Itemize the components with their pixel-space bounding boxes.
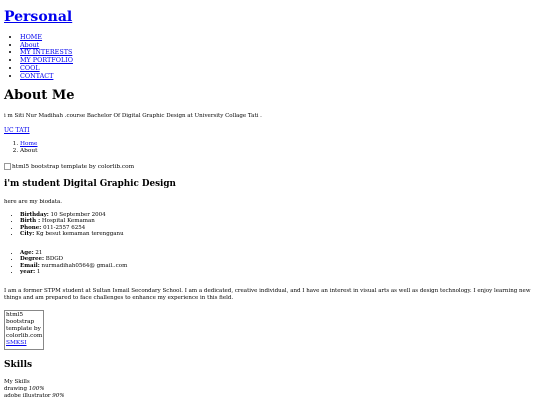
- smksi-figure: [4, 310, 44, 350]
- uc-tati-link[interactable]: UC TATI: [4, 127, 30, 134]
- skill-name: adobe illustrator: [4, 393, 51, 399]
- biodata-value: nurmadihah0564@ gmail..com: [39, 262, 128, 269]
- skill-row: [4, 386, 65, 393]
- about-intro: i m Siti Nur Madihah .course Bachelor Of Digital Graphic Design at University Collage Tati .: [4, 113, 262, 119]
- biodata-label: year:: [20, 268, 36, 275]
- biodata-value: Kg besut kemaman terengganu: [34, 230, 124, 237]
- biodata-item: [20, 231, 124, 237]
- skill-name: drawing: [4, 386, 27, 392]
- breadcrumb-home-link[interactable]: Home: [20, 141, 38, 147]
- main-nav: [4, 34, 73, 80]
- skill-percent: 90%: [52, 393, 65, 399]
- smksi-link[interactable]: SMKSI: [6, 340, 27, 346]
- biodata-item: [20, 269, 127, 275]
- skill-row: [4, 393, 65, 400]
- biodata-value: 011-2557 6254: [41, 224, 86, 231]
- nav-link-portfolio[interactable]: MY PORTFOLIO: [20, 56, 73, 65]
- biodata-label: Birth :: [20, 218, 41, 225]
- nav-link-home[interactable]: HOME: [20, 33, 43, 41]
- skills-subtitle: My Skills: [4, 379, 30, 385]
- skill-percent: 100%: [28, 386, 45, 392]
- biodata-label: Birthday:: [20, 212, 49, 218]
- about-heading: About Me: [4, 88, 75, 103]
- hero-image-alt: html5 bootstrap template by colorlib.com: [12, 164, 135, 170]
- biodata-value: 1: [35, 268, 41, 275]
- biodata-lead: here are my biodata.: [4, 199, 63, 205]
- site-title-link[interactable]: Personal: [4, 9, 73, 25]
- skills-heading: Skills: [4, 360, 33, 370]
- biodata-label: City:: [20, 230, 35, 237]
- nav-link-interests[interactable]: MY INTERESTS: [20, 48, 73, 57]
- nav-link-contact[interactable]: CONTACT: [20, 71, 54, 80]
- site-title: [4, 8, 72, 26]
- biodata-value: BDGD: [44, 256, 64, 263]
- nav-link-about[interactable]: About: [20, 40, 40, 49]
- breadcrumb: [4, 141, 37, 155]
- biodata-list-1: [4, 212, 124, 237]
- biodata-value: Hospital Kemaman: [40, 218, 95, 225]
- nav-link-cool[interactable]: COOL: [20, 63, 40, 72]
- breadcrumb-item-home: [20, 141, 37, 148]
- biodata-label: Email:: [20, 262, 40, 269]
- biodata-list-2: [4, 250, 127, 275]
- skills-section: [4, 379, 65, 400]
- figure-image-alt: html5 bootstrap template by colorlib.com: [6, 312, 43, 339]
- broken-image-icon: [4, 163, 11, 170]
- about-paragraph: I am a former STPM student at Sultan Ismail Secondary School. I am a dedicated, creative individual, and I have an interest in visual arts as well as design technology. I enjoy learning new things and am prepared to face challenges to enhance my experience in this field.: [4, 288, 531, 301]
- biodata-label: Degree:: [20, 256, 45, 263]
- biodata-label: Phone:: [20, 224, 42, 231]
- biodata-value: 10 September 2004: [48, 212, 106, 218]
- biodata-value: 21: [33, 250, 43, 256]
- breadcrumb-item-current: 2. About: [20, 148, 37, 155]
- nav-item-contact: [20, 73, 73, 81]
- hero-image-placeholder: [4, 163, 134, 171]
- biodata-label: Age:: [20, 250, 34, 256]
- student-heading: i'm student Digital Graphic Design: [4, 179, 176, 189]
